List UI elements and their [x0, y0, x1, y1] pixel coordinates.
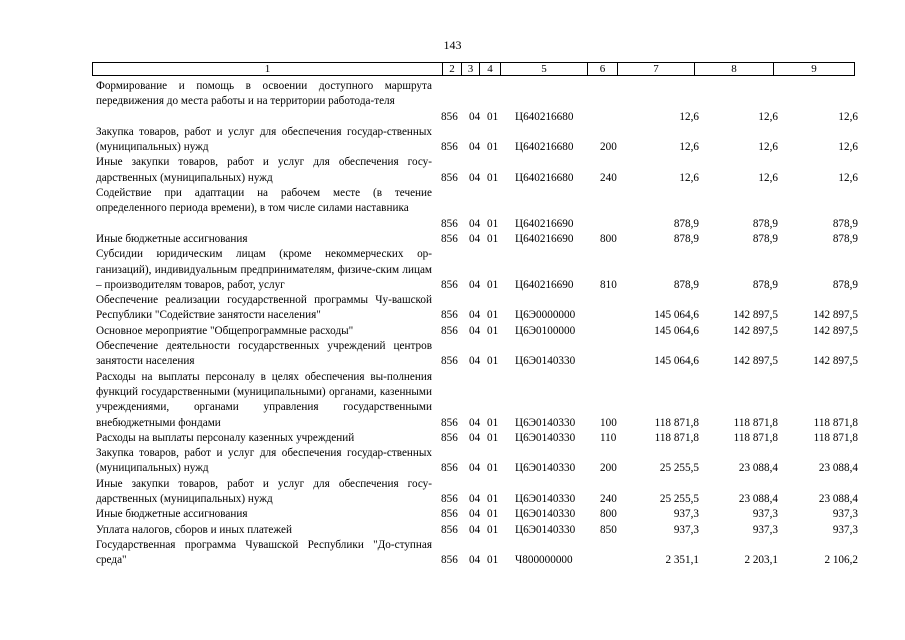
row-section-code: 04	[469, 278, 481, 291]
table-row	[0, 293, 905, 324]
row-subsection-code: 01	[487, 554, 499, 567]
row-target-item-code: Ц6Э0140330	[515, 508, 576, 521]
row-amount-col8: 878,9	[752, 232, 778, 245]
table-row	[0, 431, 905, 446]
row-description: Субсидии юридическим лицам (кроме некоммерческих ор-ганизаций), индивидуальным предпринимателям, физиче-ским лицам – производителям товаров, работ, услуг	[96, 248, 432, 291]
table-row	[0, 79, 905, 125]
row-description: Иные закупки товаров, работ и услуг для обеспечения госу-дарственных (муниципальных) нужд	[96, 477, 432, 506]
row-subsection-code: 01	[487, 141, 499, 154]
table-row	[0, 538, 905, 569]
row-amount-col8: 142 897,5	[733, 355, 778, 368]
row-target-item-code: Ч800000000	[515, 554, 573, 567]
row-amount-col7: 118 871,8	[654, 416, 699, 429]
row-description: Иные бюджетные ассигнования	[96, 508, 248, 521]
row-subsection-code: 01	[487, 355, 499, 368]
table-row	[0, 446, 905, 477]
row-chapter-code: 856	[441, 554, 458, 567]
row-expense-type-code: 810	[600, 278, 617, 291]
row-description: Государственная программа Чувашской Республики "До-ступная среда"	[96, 538, 432, 567]
row-amount-col9: 12,6	[838, 171, 858, 184]
row-section-code: 04	[469, 462, 481, 475]
row-amount-col7: 145 064,6	[654, 355, 699, 368]
row-description: Расходы на выплаты персоналу в целях обеспечения вы-полнения функций государственными (муниципальными) органами, казенными учреждениями, органами управления государственными внебюджетными фондами	[96, 370, 432, 429]
row-target-item-code: Ц640216680	[515, 141, 574, 154]
row-chapter-code: 856	[441, 110, 458, 123]
row-amount-col7: 937,3	[673, 523, 699, 536]
row-subsection-code: 01	[487, 171, 499, 184]
row-subsection-code: 01	[487, 324, 499, 337]
row-target-item-code: Ц6Э0000000	[515, 309, 576, 322]
row-amount-col7: 12,6	[679, 110, 699, 123]
row-expense-type-code: 800	[600, 232, 617, 245]
row-target-item-code: Ц6Э0140330	[515, 462, 576, 475]
row-target-item-code: Ц640216680	[515, 110, 574, 123]
row-amount-col7: 12,6	[679, 171, 699, 184]
table-body	[0, 79, 905, 569]
table-row	[0, 232, 905, 247]
row-subsection-code: 01	[487, 278, 499, 291]
table-row	[0, 247, 905, 293]
row-target-item-code: Ц6Э0140330	[515, 431, 576, 444]
row-target-item-code: Ц640216690	[515, 278, 574, 291]
row-target-item-code: Ц6Э0140330	[515, 416, 576, 429]
row-subsection-code: 01	[487, 217, 499, 230]
table-row	[0, 477, 905, 508]
row-amount-col9: 2 106,2	[824, 554, 858, 567]
row-amount-col9: 23 088,4	[818, 462, 858, 475]
row-amount-col9: 118 871,8	[813, 416, 858, 429]
row-amount-col7: 25 255,5	[659, 493, 699, 506]
row-amount-col8: 142 897,5	[733, 324, 778, 337]
row-chapter-code: 856	[441, 493, 458, 506]
row-subsection-code: 01	[487, 110, 499, 123]
header-col-8: 8	[695, 63, 774, 75]
row-amount-col7: 878,9	[673, 278, 699, 291]
row-chapter-code: 856	[441, 309, 458, 322]
row-subsection-code: 01	[487, 232, 499, 245]
row-section-code: 04	[469, 493, 481, 506]
row-amount-col8: 12,6	[758, 141, 778, 154]
row-expense-type-code: 110	[600, 431, 617, 444]
row-amount-col9: 142 897,5	[813, 324, 858, 337]
row-section-code: 04	[469, 416, 481, 429]
header-col-5: 5	[501, 63, 588, 75]
row-description: Расходы на выплаты персоналу казенных учреждений	[96, 431, 355, 444]
row-amount-col8: 937,3	[752, 508, 778, 521]
row-section-code: 04	[469, 309, 481, 322]
row-amount-col7: 145 064,6	[654, 324, 699, 337]
row-target-item-code: Ц640216690	[515, 232, 574, 245]
page-number: 143	[443, 38, 462, 52]
row-chapter-code: 856	[441, 217, 458, 230]
row-description: Формирование и помощь в освоении доступного маршрута передвижения до места работы и на территории работода-теля	[96, 80, 432, 108]
table-row	[0, 523, 905, 538]
row-amount-col8: 23 088,4	[738, 462, 778, 475]
row-target-item-code: Ц640216690	[515, 217, 574, 230]
row-amount-col9: 937,3	[832, 523, 858, 536]
row-subsection-code: 01	[487, 462, 499, 475]
row-description: Обеспечение деятельности государственных учреждений центров занятости населения	[96, 340, 432, 368]
row-amount-col9: 142 897,5	[813, 309, 858, 322]
row-expense-type-code: 240	[600, 171, 617, 184]
row-amount-col8: 12,6	[758, 171, 778, 184]
row-expense-type-code: 850	[600, 523, 617, 536]
row-section-code: 04	[469, 431, 481, 444]
row-amount-col9: 118 871,8	[813, 431, 858, 444]
row-section-code: 04	[469, 141, 481, 154]
row-expense-type-code: 800	[600, 508, 617, 521]
row-chapter-code: 856	[441, 416, 458, 429]
row-chapter-code: 856	[441, 523, 458, 536]
row-amount-col9: 23 088,4	[818, 493, 858, 506]
row-amount-col7: 878,9	[673, 217, 699, 230]
row-amount-col7: 878,9	[673, 232, 699, 245]
row-amount-col8: 878,9	[752, 217, 778, 230]
row-subsection-code: 01	[487, 431, 499, 444]
row-amount-col7: 12,6	[679, 141, 699, 154]
row-expense-type-code: 240	[600, 493, 617, 506]
row-amount-col8: 2 203,1	[744, 554, 778, 567]
row-description: Уплата налогов, сборов и иных платежей	[96, 523, 292, 536]
row-description: Обеспечение реализации государственной программы Чу-вашской Республики "Содействие занятости населения"	[96, 294, 432, 322]
row-section-code: 04	[469, 324, 481, 337]
row-description: Основное мероприятие "Общепрограммные расходы"	[96, 324, 354, 337]
row-amount-col9: 937,3	[832, 508, 858, 521]
table-row	[0, 370, 905, 431]
row-subsection-code: 01	[487, 493, 499, 506]
row-amount-col7: 118 871,8	[654, 431, 699, 444]
row-target-item-code: Ц6Э0140330	[515, 523, 576, 536]
row-section-code: 04	[469, 110, 481, 123]
row-amount-col9: 878,9	[832, 217, 858, 230]
row-expense-type-code: 200	[600, 141, 617, 154]
row-amount-col9: 142 897,5	[813, 355, 858, 368]
header-col-4: 4	[480, 63, 501, 75]
row-target-item-code: Ц640216680	[515, 171, 574, 184]
row-expense-type-code: 100	[600, 416, 617, 429]
header-col-9: 9	[811, 63, 817, 75]
row-chapter-code: 856	[441, 141, 458, 154]
row-subsection-code: 01	[487, 416, 499, 429]
row-section-code: 04	[469, 217, 481, 230]
table-row	[0, 155, 905, 186]
row-section-code: 04	[469, 171, 481, 184]
row-amount-col9: 878,9	[832, 278, 858, 291]
row-subsection-code: 01	[487, 309, 499, 322]
table-row	[0, 339, 905, 370]
row-section-code: 04	[469, 232, 481, 245]
table-row	[0, 507, 905, 522]
row-chapter-code: 856	[441, 508, 458, 521]
table-row	[0, 125, 905, 156]
row-amount-col8: 118 871,8	[733, 416, 778, 429]
row-section-code: 04	[469, 523, 481, 536]
row-section-code: 04	[469, 554, 481, 567]
header-col-3: 3	[462, 63, 480, 75]
row-chapter-code: 856	[441, 324, 458, 337]
row-amount-col7: 2 351,1	[665, 554, 699, 567]
row-amount-col9: 12,6	[838, 141, 858, 154]
table-header	[92, 62, 855, 76]
row-description: Иные бюджетные ассигнования	[96, 232, 248, 245]
row-expense-type-code: 200	[600, 462, 617, 475]
row-chapter-code: 856	[441, 431, 458, 444]
row-amount-col9: 878,9	[832, 232, 858, 245]
header-col-1: 1	[93, 63, 443, 75]
row-amount-col8: 142 897,5	[733, 309, 778, 322]
row-amount-col8: 12,6	[758, 110, 778, 123]
row-description: Содействие при адаптации на рабочем месте (в течение определенного периода времени), в том числе силами наставника	[96, 187, 432, 215]
header-col-6: 6	[588, 63, 618, 75]
row-amount-col8: 937,3	[752, 523, 778, 536]
table-row	[0, 186, 905, 232]
row-amount-col8: 118 871,8	[733, 431, 778, 444]
row-target-item-code: Ц6Э0100000	[515, 324, 576, 337]
row-chapter-code: 856	[441, 278, 458, 291]
row-amount-col8: 878,9	[752, 278, 778, 291]
row-section-code: 04	[469, 508, 481, 521]
header-col-7: 7	[618, 63, 695, 75]
row-amount-col7: 937,3	[673, 508, 699, 521]
row-description: Иные закупки товаров, работ и услуг для обеспечения госу-дарственных (муниципальных) нужд	[96, 156, 432, 184]
row-target-item-code: Ц6Э0140330	[515, 355, 576, 368]
row-amount-col7: 25 255,5	[659, 462, 699, 475]
header-col-2: 2	[443, 63, 462, 75]
row-chapter-code: 856	[441, 232, 458, 245]
row-description: Закупка товаров, работ и услуг для обеспечения государ-ственных (муниципальных) нужд	[96, 125, 432, 154]
row-amount-col7: 145 064,6	[654, 309, 699, 322]
table-row	[0, 324, 905, 339]
row-amount-col8: 23 088,4	[738, 493, 778, 506]
row-chapter-code: 856	[441, 462, 458, 475]
row-subsection-code: 01	[487, 523, 499, 536]
row-chapter-code: 856	[441, 171, 458, 184]
row-chapter-code: 856	[441, 355, 458, 368]
row-description: Закупка товаров, работ и услуг для обеспечения государ-ственных (муниципальных) нужд	[96, 447, 432, 475]
row-amount-col9: 12,6	[838, 110, 858, 123]
row-target-item-code: Ц6Э0140330	[515, 493, 576, 506]
row-section-code: 04	[469, 355, 481, 368]
row-subsection-code: 01	[487, 508, 499, 521]
